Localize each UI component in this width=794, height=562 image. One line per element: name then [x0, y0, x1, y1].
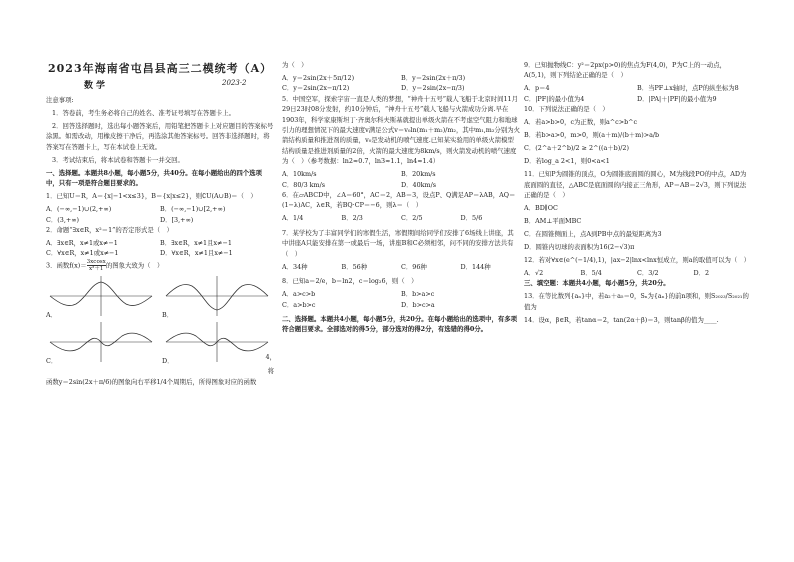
question-1-stem: 1．已知U＝R，A＝{x|−1<x≤3}，B＝{x|x≤2}，则∁U(A∪B)＝（ ）	[46, 192, 257, 201]
question-6-stem: 6．在▱ABCD中，∠A＝60°，AC＝2，AB＝3，设点P、Q满足AP＝λAB，AQ＝(1−λ)AC，λ∈R，若BQ·CP＝−6，则λ＝（ ）	[282, 191, 516, 210]
question-7-stem: 7．某学校为了丰富同学们的寒假生活，寒假期间给同学们安排了6场线上讲座，其中讲座A只能安排在第一或最后一场，讲座B和C必须相邻，问不同的安排方法共有（ ）	[282, 228, 514, 258]
question-4-number: 4，	[265, 353, 276, 362]
option-b: B．b>a>c	[401, 290, 435, 299]
option-d: D．b>c>a	[401, 300, 435, 309]
graph-a-label: A．	[46, 311, 58, 320]
graph-b-plot	[162, 274, 272, 318]
option-a: A．(−∞,−1)∪(2,+∞)	[46, 205, 112, 214]
graph-d-plot	[162, 320, 272, 364]
section-2-heading: 二、选择题。本题共4小题，每小题5分，共20分。在每小题给出的选项中，有多项符合题目要求。全部选对的得5分，部分选对的得2分，有选错的得0分。	[282, 314, 518, 334]
graph-d-label: D．	[162, 357, 174, 366]
question-12-options	[524, 268, 750, 278]
option-c: C．a>b>c	[282, 300, 316, 309]
question-12-stem: 12．若对∀x∈(e^(−1/4),1)，|ax−2|lnx<lnx恒成立，则a的取值可以为（ ）	[524, 256, 751, 265]
exam-date: 2023·2	[222, 79, 247, 87]
option-d: D．圆锥内切球的表面积为16(2−√3)π	[524, 243, 635, 252]
question-2-stem: 2．命题“∃x∈R，x²＝1”的否定形式是（ ）	[46, 226, 173, 235]
question-4-continued: 为（ ）	[282, 61, 308, 69]
question-4-stem: 函数y＝2sin(2x＋π/6)的图象向右平移1/4个周期后，所得图象对应的函数	[46, 377, 257, 386]
option-a: A．若a>b>0，c为正数，则a^c>b^c	[524, 118, 638, 127]
notice-item: 2．回答选择题时，选出每小题答案后，用铅笔把答题卡上对应题目的答案标号涂黑。如需改动，用橡皮擦干净后，再选涂其他答案标号。回答非选择题时，将答案写在答题卡上，写在本试卷上无效。	[46, 122, 274, 151]
option-a: A．10km/s	[282, 170, 317, 179]
option-b: B．AM⊥平面MBC	[524, 217, 582, 226]
option-b: B．∃x∈R，x≠1且x≠−1	[160, 239, 232, 248]
question-5-options	[282, 169, 520, 190]
option-b: B．y＝2sin(2x＋π/3)	[401, 74, 466, 82]
option-d: D．144种	[460, 262, 491, 271]
graph-c-plot	[46, 320, 156, 364]
option-d: D．2	[693, 269, 710, 278]
question-1-options	[46, 204, 274, 225]
section-3-heading: 三、填空题：本题共4小题，每小题5分，共20分。	[524, 279, 670, 288]
graph-c-label: C．	[46, 357, 58, 366]
option-c: C．3/2	[637, 269, 659, 278]
option-c: C．96种	[401, 262, 427, 271]
question-3-stem	[46, 259, 274, 272]
option-b: B．56种	[341, 262, 368, 271]
question-14-stem: 14．设α，β∈R，若tanα＝2，tan(2α＋β)＝3，则tanβ的值为____.	[524, 315, 719, 324]
question-3-stem-end: 的图象大致为（ ）	[105, 261, 164, 270]
graph-b-label: B．	[162, 311, 174, 320]
question-4-tail: 将	[267, 367, 274, 376]
option-b: B．5/4	[580, 269, 602, 278]
option-a: A．34种	[282, 262, 308, 271]
option-d: D．|PA|＋|PF|的最小值为9	[637, 94, 717, 103]
option-c: C．∀x∈R，x≠1或x≠−1	[46, 249, 119, 258]
question-9-options	[524, 83, 750, 104]
question-6-options	[282, 213, 520, 223]
question-13-stem: 13．在等比数列{aₙ}中，若a₂＋a₅＝0，Sₙ为{aₙ}的前n项和，则S₂₀₂₃/S₂₀₂₁的值为	[524, 292, 749, 311]
section-1-heading: 一、选择题。本题共8小题，每小题5分，共40分。在每小题给出的四个选项中，只有一项是符合题目要求的。	[46, 168, 262, 188]
option-a: A．BD∥OC	[524, 204, 558, 213]
option-d: D．40km/s	[401, 180, 437, 189]
function-fraction	[87, 259, 106, 272]
graph-c	[46, 320, 158, 364]
question-3-stem-start: 3．函数f(x)＝	[46, 261, 87, 270]
option-c: C．|PF|的最小值为4	[524, 94, 585, 103]
question-11-stem: 11．已知P为圆锥的顶点，O为圆锥底面圆的圆心，M为线段PO的中点，AD为底面圆的直径，△ABC是底面圆的内接正三角形，AP＝AB＝2√3，则下列说法正确的是（ ）	[524, 170, 747, 200]
question-8-options	[282, 289, 520, 310]
option-a: A．p＝4	[524, 84, 550, 93]
graph-a	[46, 274, 158, 318]
question-4-options	[282, 73, 520, 94]
option-d: D．y＝2sin(2x−π/3)	[401, 84, 465, 93]
notice-heading: 注意事项:	[46, 96, 74, 104]
option-a: A．√2	[524, 269, 544, 278]
fraction-numerator: 3xcosx	[86, 258, 106, 265]
notice-item: 1．答卷前，考生务必将自己的姓名、准考证号填写在答题卡上。	[52, 109, 236, 117]
graph-b	[162, 274, 274, 318]
question-5-stem: 5．中国空军，探索宇宙一直是人类的梦想，“神舟十五号”载人飞船于北京时间11月29日23时08分发射，约10分钟后，“神舟十五号”载人飞船与火箭成功分离.早在1903年，科学家康斯坦丁·齐奥尔科夫斯基就提出单级火箭在不考虑空气阻力和地球引力的理想情况下的最大速度v满足公式v＝v₀ln(m₁＋m₂)/m₂，其中m₁,m₂分别为火箭结构质量和推进剂的质量，v₀是发动机的喷气速度.已知某实验用的单级火箭模型结构质量是推进剂质量的2倍，火箭的最大速度为8km/s，则火箭发动机的喷气速度为（ ）（参考数据：ln2≈0.7，ln3≈1.1，ln4≈1.4）	[282, 94, 520, 166]
question-9-stem: 9．已知抛物线C：y²＝2px(p>0)的焦点为F(4,0)，P为C上的一动点，A(5,1)，则下列结论正确的是（ ）	[524, 61, 726, 80]
column-2	[282, 60, 520, 337]
option-c: C．(3,+∞)	[46, 215, 80, 224]
option-c: C．(2^a＋2^b)/2 ≥ 2^((a＋b)/2)	[524, 144, 629, 153]
option-b: B．当PF⊥x轴时，点P的纵坐标为8	[637, 84, 739, 93]
graph-d	[162, 320, 274, 364]
exam-title: 2023年海南省屯昌县高三二模统考（A）	[48, 62, 273, 75]
exam-subject: 数学	[84, 81, 109, 91]
fraction-denominator: x²＋1	[88, 265, 104, 272]
column-1	[46, 95, 274, 390]
option-d: D．若log_a 2<1，则0<a<1	[524, 157, 610, 166]
option-a: A．∃x∈R，x≠1或x≠−1	[46, 239, 118, 248]
question-3-graphs	[46, 274, 274, 364]
option-b: B．2/3	[341, 214, 363, 223]
option-b: B．(−∞,−1)∪[2,+∞)	[160, 205, 226, 214]
question-10-stem: 10．下列说法正确的是（ ）	[524, 105, 609, 114]
option-a: A．y＝2sin(2x＋5π/12)	[282, 74, 355, 82]
column-3	[524, 60, 750, 328]
option-a: A．a>c>b	[282, 290, 316, 299]
question-2-options	[46, 238, 274, 259]
option-a: A．1/4	[282, 214, 304, 223]
option-c: C．y＝2sin(2x−π/12)	[282, 84, 350, 93]
option-c: C．80/3 km/s	[282, 180, 326, 189]
option-c: C．2/5	[401, 214, 423, 223]
graph-a-plot	[46, 274, 156, 318]
notice-item: 3．考试结束后，将本试卷和答题卡一并交回。	[52, 155, 184, 164]
option-d: D．[3,+∞)	[160, 215, 194, 224]
question-8-stem: 8．已知a＝2/e，b＝ln2，c＝log₂6，则（ ）	[282, 277, 418, 286]
option-d: D．5/6	[460, 214, 483, 223]
option-b: B．若b>a>0，m>0，则(a＋m)/(b＋m)>a/b	[524, 131, 660, 140]
option-c: C．在圆锥侧面上，点A到PB中点的最短距离为3	[524, 230, 662, 239]
option-b: B．20km/s	[401, 170, 436, 179]
question-7-options	[282, 262, 520, 272]
option-d: D．∀x∈R，x≠1且x≠−1	[160, 249, 233, 258]
